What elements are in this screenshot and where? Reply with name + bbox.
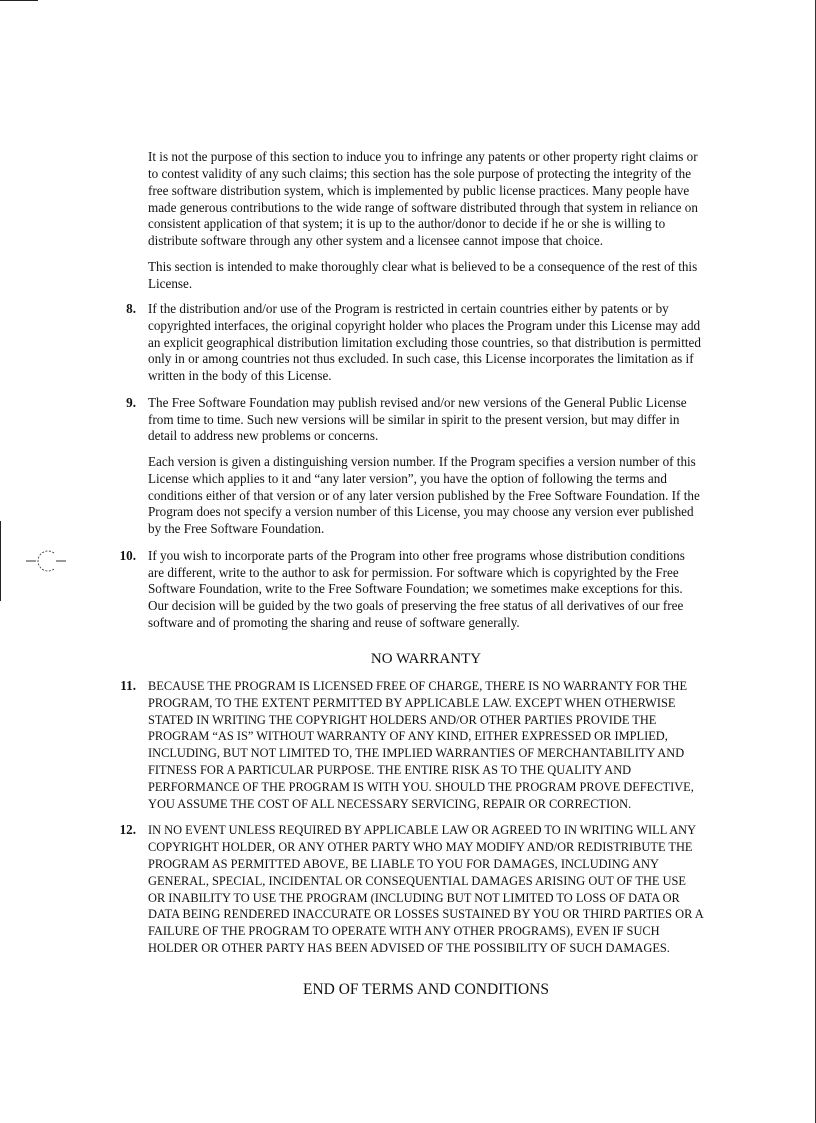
- section-number: 10.: [119, 547, 136, 563]
- section-number: 9.: [126, 394, 136, 410]
- section-number: 12.: [119, 822, 136, 838]
- intro-paragraph-1: It is not the purpose of this section to induce you to infringe any patents or other property right claims or to contest validity of any such claims; this section has the sole purpose of protecting the integrity of the free software distribution system, which is implemented by public license practices. Many people have made generous contributions to the wide range of software distributed through that system in reliance on consistent application of that system; it is up to the author/donor to decide if he or she is willing to distribute software through any other system and a licensee cannot impose that choice.: [148, 149, 698, 249]
- registration-mark-icon: [26, 548, 66, 574]
- section-number: 11.: [120, 677, 136, 693]
- section-12: [119, 822, 704, 957]
- no-warranty-heading: NO WARRANTY: [370, 650, 482, 667]
- section-9: [126, 394, 704, 538]
- license-text-body: [119, 149, 704, 1009]
- section-8: [126, 300, 704, 385]
- section-paragraph: The Free Software Foundation may publish revised and/or new versions of the General Public License from time to time. Such new versions will be similar in spirit to the present version, but may differ in detail to address new problems or concerns.: [148, 394, 687, 444]
- section-paragraph: If you wish to incorporate parts of the Program into other free programs whose distribution conditions are different, write to the author to ask for permission. For software which is copyrighted by the Free Software Foundation, write to the Free Software Foundation; we sometimes make exceptions for this. Our decision will be guided by the two goals of preserving the free status of all derivatives of our free software and of promoting the sharing and reuse of software generally.: [148, 547, 685, 631]
- section-paragraph: Each version is given a distinguishing version number. If the Program specifies a version number of this License which applies to it and “any later version”, you have the option of following the terms and conditions either of that version or of any later version published by the Free Software Foundation. If the Program does not specify a version number of this License, you may choose any version ever published by the Free Software Foundation.: [148, 453, 700, 537]
- section-paragraph: If the distribution and/or use of the Program is restricted in certain countries either by patents or by copyrighted interfaces, the original copyright holder who places the Program under this License may add an explicit geographical distribution limitation excluding those countries, so that distribution is permitted only in or among countries not thus excluded. In such case, this License incorporates the limitation as if written in the body of this License.: [148, 300, 701, 384]
- crop-mark-top: [0, 0, 38, 1]
- end-of-terms-heading: END OF TERMS AND CONDITIONS: [302, 981, 549, 998]
- crop-mark-left: [0, 521, 1, 601]
- section-paragraph: BECAUSE THE PROGRAM IS LICENSED FREE OF CHARGE, THERE IS NO WARRANTY FOR THE PROGRAM, TO THE EXTENT PERMITTED BY APPLICABLE LAW. EXCEPT WHEN OTHERWISE STATED IN WRITING THE COPYRIGHT HOLDERS AND/OR OTHER PARTIES PROVIDE THE PROGRAM “AS IS” WITHOUT WARRANTY OF ANY KIND, EITHER EXPRESSED OR IMPLIED, INCLUDING, BUT NOT LIMITED TO, THE IMPLIED WARRANTIES OF MERCHANTABILITY AND FITNESS FOR A PARTICULAR PURPOSE. THE ENTIRE RISK AS TO THE QUALITY AND PERFORMANCE OF THE PROGRAM IS WITH YOU. SHOULD THE PROGRAM PROVE DEFECTIVE, YOU ASSUME THE COST OF ALL NECESSARY SERVICING, REPAIR OR CORRECTION.: [148, 678, 694, 811]
- section-11: [120, 677, 704, 813]
- section-number: 8.: [126, 300, 136, 316]
- intro-paragraph-2: This section is intended to make thoroughly clear what is believed to be a consequence of the rest of this License.: [148, 258, 698, 291]
- section-10: [119, 547, 704, 632]
- section-paragraph: IN NO EVENT UNLESS REQUIRED BY APPLICABLE LAW OR AGREED TO IN WRITING WILL ANY COPYRIGHT HOLDER, OR ANY OTHER PARTY WHO MAY MODIFY AND/OR REDISTRIBUTE THE PROGRAM AS PERMITTED ABOVE, BE LIABLE TO YOU FOR DAMAGES, INCLUDING ANY GENERAL, SPECIAL, INCIDENTAL OR CONSEQUENTIAL DAMAGES ARISING OUT OF THE USE OR INABILITY TO USE THE PROGRAM (INCLUDING BUT NOT LIMITED TO LOSS OF DATA OR DATA BEING RENDERED INACCURATE OR LOSSES SUSTAINED BY YOU OR THIRD PARTIES OR A FAILURE OF THE PROGRAM TO OPERATE WITH ANY OTHER PROGRAMS), EVEN IF SUCH HOLDER OR OTHER PARTY HAS BEEN ADVISED OF THE POSSIBILITY OF SUCH DAMAGES.: [148, 823, 704, 956]
